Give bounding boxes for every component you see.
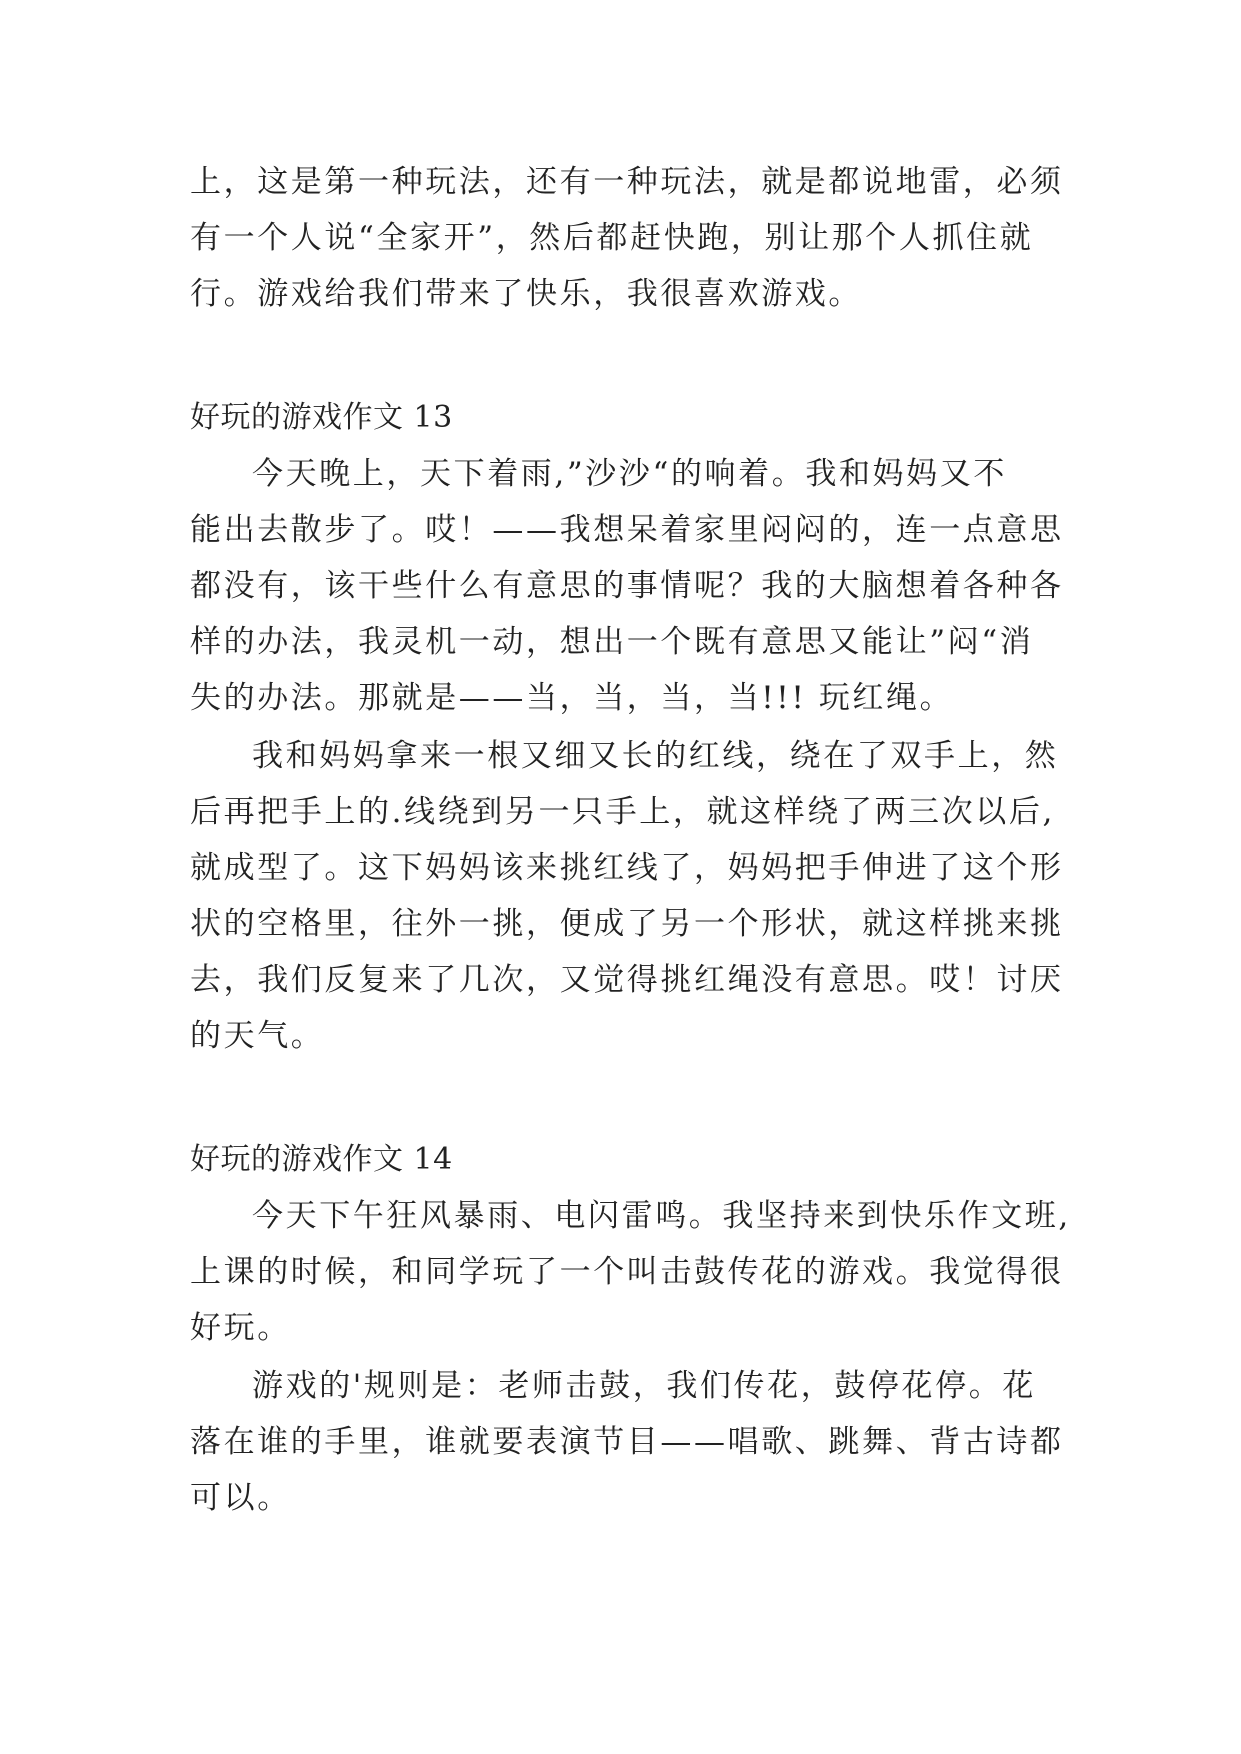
paragraph-line: 可以。 — [190, 1480, 291, 1516]
section-heading: 好玩的游戏作文 14 — [190, 1142, 453, 1177]
paragraph-line: 失的办法。那就是——当，当，当，当!!! 玩红绳。 — [190, 680, 954, 716]
paragraph-line: 游戏的'规则是：老师击鼓，我们传花，鼓停花停。花 — [252, 1368, 1036, 1404]
paragraph-line: 今天下午狂风暴雨、电闪雷鸣。我坚持来到快乐作文班, — [252, 1198, 1071, 1234]
paragraph-line: 今天晚上，天下着雨,”沙沙“的响着。我和妈妈又不 — [252, 456, 1007, 492]
paragraph-line: 都没有，该干些什么有意思的事情呢？我的大脑想着各种各 — [190, 568, 1064, 604]
paragraph-line: 后再把手上的.线绕到另一只手上，就这样绕了两三次以后, — [190, 794, 1055, 830]
paragraph-line: 就成型了。这下妈妈该来挑红线了，妈妈把手伸进了这个形 — [190, 850, 1064, 886]
paragraph-line: 能出去散步了。哎！——我想呆着家里闷闷的，连一点意思 — [190, 512, 1064, 548]
section-heading: 好玩的游戏作文 13 — [190, 400, 453, 435]
paragraph-line: 落在谁的手里，谁就要表演节目——唱歌、跳舞、背古诗都 — [190, 1424, 1064, 1460]
paragraph-line: 我和妈妈拿来一根又细又长的红线，绕在了双手上，然 — [252, 738, 1059, 774]
paragraph-line: 上，这是第一种玩法，还有一种玩法，就是都说地雷，必须 — [190, 164, 1064, 200]
paragraph-line: 去，我们反复来了几次，又觉得挑红绳没有意思。哎！讨厌 — [190, 962, 1064, 998]
paragraph-line: 好玩。 — [190, 1310, 291, 1346]
paragraph-line: 有一个人说“全家开”，然后都赶快跑，别让那个人抓住就 — [190, 220, 1034, 256]
paragraph-line: 的天气。 — [190, 1018, 325, 1054]
paragraph-line: 状的空格里，往外一挑，便成了另一个形状，就这样挑来挑 — [190, 906, 1064, 942]
paragraph-line: 样的办法，我灵机一动，想出一个既有意思又能让”闷“消 — [190, 624, 1034, 660]
paragraph-line: 上课的时候，和同学玩了一个叫击鼓传花的游戏。我觉得很 — [190, 1254, 1064, 1290]
paragraph-line: 行。游戏给我们带来了快乐，我很喜欢游戏。 — [190, 276, 862, 312]
